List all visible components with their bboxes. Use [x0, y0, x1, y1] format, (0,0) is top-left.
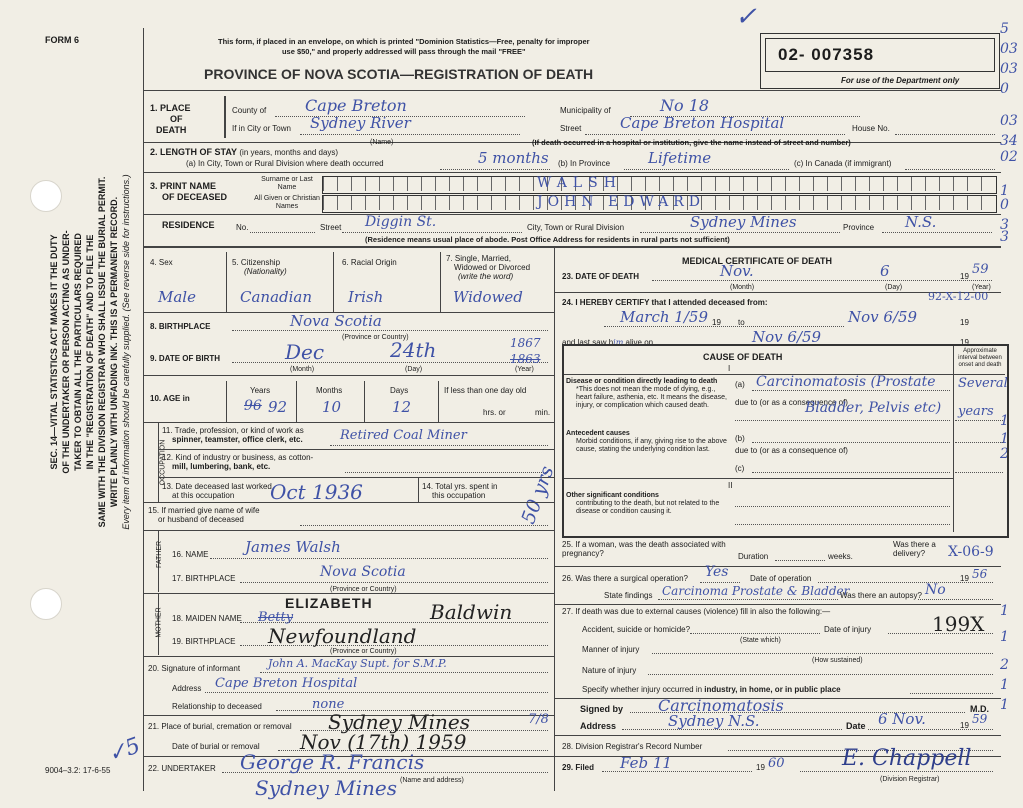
how-sustained-hint: (How sustained) [812, 657, 863, 664]
age-days-value: 12 [392, 398, 412, 416]
injury-date-label: Date of injury [824, 625, 872, 634]
cause-b-marker: (b) [735, 434, 745, 443]
last-saw-label: and last saw him alive on [562, 338, 654, 347]
attended-from-year: 19 [712, 318, 721, 327]
mother-maiden-print: ELIZABETH [285, 595, 373, 611]
burial-place-value: Sydney Mines [328, 710, 471, 734]
mother-maiden-surname: Baldwin [430, 600, 513, 624]
margin-scribble: ✓5 [104, 733, 144, 768]
age-months-value: 10 [322, 398, 342, 416]
antecedent-label: Antecedent causes Morbid conditions, if any, giving rise to the above cause, stating the underlying condition last. [566, 430, 727, 453]
med-year-value: 59 [972, 712, 988, 726]
surgery-label: 26. Was there a surgical operation? [562, 574, 688, 583]
institution-note: (If death occurred in a hospital or institution, give the name instead of street and number) [532, 138, 851, 147]
surname-field [322, 176, 997, 194]
findings-label: State findings [604, 591, 653, 600]
informant-label: 20. Signature of informant [148, 664, 241, 673]
attended-to-value: Nov 6/59 [848, 308, 918, 326]
age-min-label: min. [535, 408, 551, 417]
residence-label: RESIDENCE [162, 220, 215, 230]
given-names-label: All Given or Christian Names [254, 195, 320, 210]
residence-province-label: Province [843, 223, 875, 232]
burial-place-label: 21. Place of burial, cremation or removal [148, 722, 292, 731]
stay-province-value: Lifetime [648, 149, 712, 167]
total-years-value: 50 yrs [517, 463, 559, 527]
autopsy-label: Was there an autopsy? [840, 591, 922, 600]
stay-city-value: 5 months [478, 149, 549, 167]
manner-label: Manner of injury [582, 645, 640, 654]
department-use-label: For use of the Department only [841, 76, 960, 85]
residence-street-value: Diggin St. [365, 214, 437, 230]
relationship-value: none [312, 697, 345, 712]
city-label: If in City or Town [232, 124, 291, 133]
mother-side-label: MOTHER [155, 607, 163, 638]
operation-year-value: 56 [972, 567, 988, 581]
nature-label: Nature of injury [582, 666, 637, 675]
burial-date-value: Nov (17th) 1959 [300, 730, 467, 754]
dob-year-value: 1867 [510, 336, 541, 350]
mother-maiden-label: 18. MAIDEN NAME [172, 614, 242, 623]
date-of-death-label: 23. DATE OF DEATH [562, 272, 640, 281]
stay-province-label: (b) In Province [558, 159, 611, 168]
age-days-label: Days [390, 386, 409, 395]
registrar-signature: E. Chappell [842, 746, 972, 771]
registration-number: 02- 007358 [778, 45, 875, 64]
approx-interval-label: Approximate interval between onset and death [958, 348, 1002, 368]
filed-year-prefix: 19 [756, 763, 765, 772]
municipality-label: Municipality of [560, 106, 611, 115]
accident-label: Accident, suicide or homicide? [582, 625, 691, 634]
other-conditions-label: Other significant conditions contributing to the death, but not related to the disease or condition causing it. [566, 492, 720, 515]
injury-location-label: Specify whether injury occurred in industry, in home, or in public place [582, 685, 841, 694]
father-name-label: 16. NAME [172, 550, 209, 559]
due-to-b-label: due to (or as a consequence of) [735, 446, 848, 455]
death-year-prefix: 19 [960, 272, 969, 281]
cause-a-value: Carcinomatosis (Prostate [756, 374, 936, 390]
registration-number-box [760, 33, 1000, 89]
residence-province-value: N.S. [905, 213, 937, 231]
cause-a2-value: Bladder, Pelvis etc) [805, 400, 942, 416]
house-no-label: House No. [852, 124, 890, 133]
footer-code: 9004–3.2: 17-6-55 [45, 766, 111, 775]
father-birthplace-label: 17. BIRTHPLACE [172, 574, 236, 583]
cause-a-interval: Several [958, 376, 1008, 391]
certify-label: 24. I HEREBY CERTIFY that I attended deceased from: [562, 298, 768, 307]
death-day-hint: (Day) [885, 284, 903, 291]
delivery-code: X-06-9 [948, 544, 994, 560]
undertaker-value: George R. Francis [240, 750, 425, 774]
state-which-hint: (State which) [740, 637, 781, 644]
side-instructions: SEC. 14—VITAL STATISTICS ACT MAKES IT THE DUTY OF THE UNDERTAKER OR PERSON ACTING AS UNDER- TAKER TO OBTAIN ALL THE PARTICULARS REQUIRED IN THE "REGISTRATION OF DEATH" AND TO FILE THE SAME WITH THE DIVISION REGISTRAR WHO SHALL ISSUE THE BURIAL PERMIT. WRITE PLAINLY WITH UNFADING INK. THIS IS A PERMANENT RECORD. Every item of information should be carefully supplied. (See reverse side for instructions.) [49, 174, 131, 530]
father-birthplace-value: Nova Scotia [320, 564, 406, 580]
burial-place-mark: 7/8 [528, 712, 549, 727]
birthplace-hint: (Province or Country) [342, 334, 409, 341]
dob-month-hint: (Month) [290, 366, 315, 373]
mother-birthplace-hint: (Province or Country) [330, 648, 397, 655]
undertaker-hint: (Name and address) [400, 777, 464, 784]
injury-year-value: 199X [932, 612, 985, 636]
sex-value: Male [158, 288, 196, 306]
death-month-value: Nov. [720, 262, 754, 280]
dob-month-value: Dec [285, 340, 325, 364]
print-name-heading: 3. PRINT NAME OF DECEASED [150, 181, 228, 202]
death-year-hint: (Year) [972, 284, 991, 291]
undertaker-town: Sydney Mines [255, 776, 398, 800]
total-years-label: 14. Total yrs. spent in this occupation [422, 482, 498, 500]
occupation-side-label: OCCUPATION [159, 439, 167, 486]
med-date-label: Date [846, 721, 866, 731]
county-value: Cape Breton [305, 96, 407, 115]
citizenship-value: Canadian [240, 288, 313, 306]
burial-date-label: Date of burial or removal [172, 742, 260, 751]
surname-label: Surname or Last Name [261, 176, 313, 191]
street-label: Street [560, 124, 582, 133]
cause-c-marker: (c) [735, 464, 745, 473]
residence-street-label: Street [320, 223, 342, 232]
med-address-value: Sydney N.S. [668, 712, 760, 730]
place-of-death-heading: 1. PLACE OF DEATH [150, 103, 191, 135]
filed-label: 29. Filed [562, 763, 595, 772]
md-label: M.D. [970, 704, 989, 714]
dob-year-hint: (Year) [515, 366, 534, 373]
surgery-value: Yes [705, 564, 729, 580]
signed-by-label: Signed by [580, 704, 624, 714]
citizenship-label: 5. Citizenship (Nationality) [232, 258, 287, 276]
residence-city-label: City, Town or Rural Division [527, 223, 625, 232]
attended-to-year: 19 [960, 318, 969, 327]
mother-birthplace-label: 19. BIRTHPLACE [172, 637, 236, 646]
county-label: County of [232, 106, 267, 115]
age-hrs-label: hrs. or [483, 408, 506, 417]
cause-a2-interval: years [958, 404, 994, 419]
condition-label: Disease or condition directly leading to death *This does not mean the mode of dying, e.g., heart failure, asthenia, etc. It means the disease, injury, or complication which caused death. [566, 378, 727, 409]
part-one-label: I [728, 364, 731, 373]
length-of-stay-label: 2. LENGTH OF STAY (in years, months and days) [150, 147, 339, 157]
informant-address-label: Address [172, 684, 202, 693]
sex-label: 4. Sex [150, 258, 173, 267]
father-side-label: FATHER [156, 540, 164, 569]
death-day-value: 6 [880, 262, 890, 280]
death-year-value: 59 [972, 262, 989, 277]
registrar-record-label: 28. Division Registrar's Record Number [562, 742, 703, 751]
external-causes-label: 27. If death was due to external causes (violence) fill in also the following:— [562, 607, 831, 616]
married-name-label: 15. If married give name of wife or husband of deceased [148, 506, 260, 524]
delivery-label: Was there a delivery? [893, 540, 936, 558]
father-birthplace-hint: (Province or Country) [330, 586, 397, 593]
stay-city-label: (a) In City, Town or Rural Division where death occurred [186, 159, 384, 168]
med-year-prefix: 19 [960, 721, 969, 730]
informant-address-value: Cape Breton Hospital [215, 676, 358, 691]
pregnancy-label: 25. If a woman, was the death associated with pregnancy? [562, 540, 726, 558]
age-years-label: Years [250, 386, 271, 395]
birthplace-label: 8. BIRTHPLACE [150, 322, 211, 331]
name-hint: (Name) [370, 139, 394, 146]
operation-year-prefix: 19 [960, 574, 969, 583]
envelope-notice: This form, if placed in an envelope, on which is printed "Dominion Statistics—Free, penalty for improper use $50," and properly addressed will pass through the mail "FREE" [218, 37, 590, 56]
medical-certificate-heading: MEDICAL CERTIFICATE OF DEATH [682, 256, 832, 266]
age-years-struck: 96 [244, 398, 262, 414]
dob-label: 9. DATE OF BIRTH [150, 354, 221, 363]
street-value: Cape Breton Hospital [620, 114, 785, 132]
father-name-value: James Walsh [245, 538, 341, 556]
birthplace-value: Nova Scotia [290, 312, 382, 330]
racial-origin-value: Irish [348, 288, 384, 306]
age-label: 10. AGE in [150, 394, 190, 403]
marital-value: Widowed [453, 288, 523, 306]
division-registrar-label: (Division Registrar) [880, 776, 940, 783]
city-value: Sydney River [310, 114, 411, 132]
autopsy-value: No [925, 582, 946, 598]
municipality-value: No 18 [660, 96, 710, 115]
cause-of-death-heading: CAUSE OF DEATH [703, 352, 783, 362]
relationship-label: Relationship to deceased [172, 702, 262, 711]
trade-label: 11. Trade, profession, or kind of work as spinner, teamster, office clerk, etc. [162, 426, 304, 444]
attended-from-value: March 1/59 [620, 308, 708, 326]
filed-year-value: 60 [768, 756, 785, 771]
weeks-label: weeks. [828, 552, 853, 561]
check-mark: ✓ [735, 2, 757, 32]
last-worked-value: Oct 1936 [270, 480, 363, 504]
cause-a-marker: (a) [735, 380, 745, 389]
attended-to-label: to [738, 318, 745, 327]
industry-label: 12. Kind of industry or business, as cotton- mill, lumbering, bank, etc. [162, 453, 314, 471]
last-saw-year: 19 [960, 338, 969, 347]
signed-by-value: Carcinomatosis [658, 696, 784, 715]
duration-label: Duration [738, 552, 769, 561]
operation-date-label: Date of operation [750, 574, 812, 583]
last-saw-value: Nov 6/59 [752, 328, 822, 346]
age-months-label: Months [316, 386, 343, 395]
dob-day-hint: (Day) [405, 366, 423, 373]
death-code: 92-X-12-00 [928, 290, 989, 303]
trade-value: Retired Coal Miner [340, 428, 467, 443]
findings-value: Carcinoma Prostate & Bladder [662, 584, 850, 598]
filed-date-value: Feb 11 [620, 754, 672, 772]
page-title: PROVINCE OF NOVA SCOTIA—REGISTRATION OF DEATH [204, 66, 594, 82]
surname-value: WALSH [537, 175, 622, 191]
undertaker-label: 22. UNDERTAKER [148, 764, 216, 773]
stay-canada-label: (c) In Canada (if immigrant) [794, 159, 892, 168]
part-two-label: II [728, 481, 733, 490]
racial-origin-label: 6. Racial Origin [342, 258, 397, 267]
mother-birthplace-value: Newfoundland [268, 624, 417, 648]
death-month-hint: (Month) [730, 284, 755, 291]
residence-note: (Residence means usual place of abode. Post Office Address for residents in rural parts not sufficient) [365, 235, 730, 244]
dob-year-struck: 1863 [510, 352, 541, 366]
due-to-a-label: due to (or as a consequence of) [735, 398, 848, 407]
informant-value: John A. MacKay Supt. for S.M.P. [268, 657, 447, 670]
residence-city-value: Sydney Mines [690, 213, 797, 231]
med-date-value: 6 Nov. [878, 710, 926, 728]
residence-no-label: No. [236, 223, 249, 232]
given-names-value: JOHN EDWARD [537, 194, 706, 210]
marital-label: 7. Single, Married, Widowed or Divorced (write the word) [446, 254, 531, 281]
mother-maiden-struck: Betty [258, 610, 294, 625]
form-number: FORM 6 [45, 35, 80, 45]
last-worked-label: 13. Date deceased last worked at this occupation [162, 482, 272, 500]
age-years-value: 92 [268, 398, 288, 416]
dob-day-value: 24th [390, 338, 437, 362]
med-address-label: Address [580, 721, 617, 731]
age-if-less-label: If less than one day old [444, 386, 527, 395]
